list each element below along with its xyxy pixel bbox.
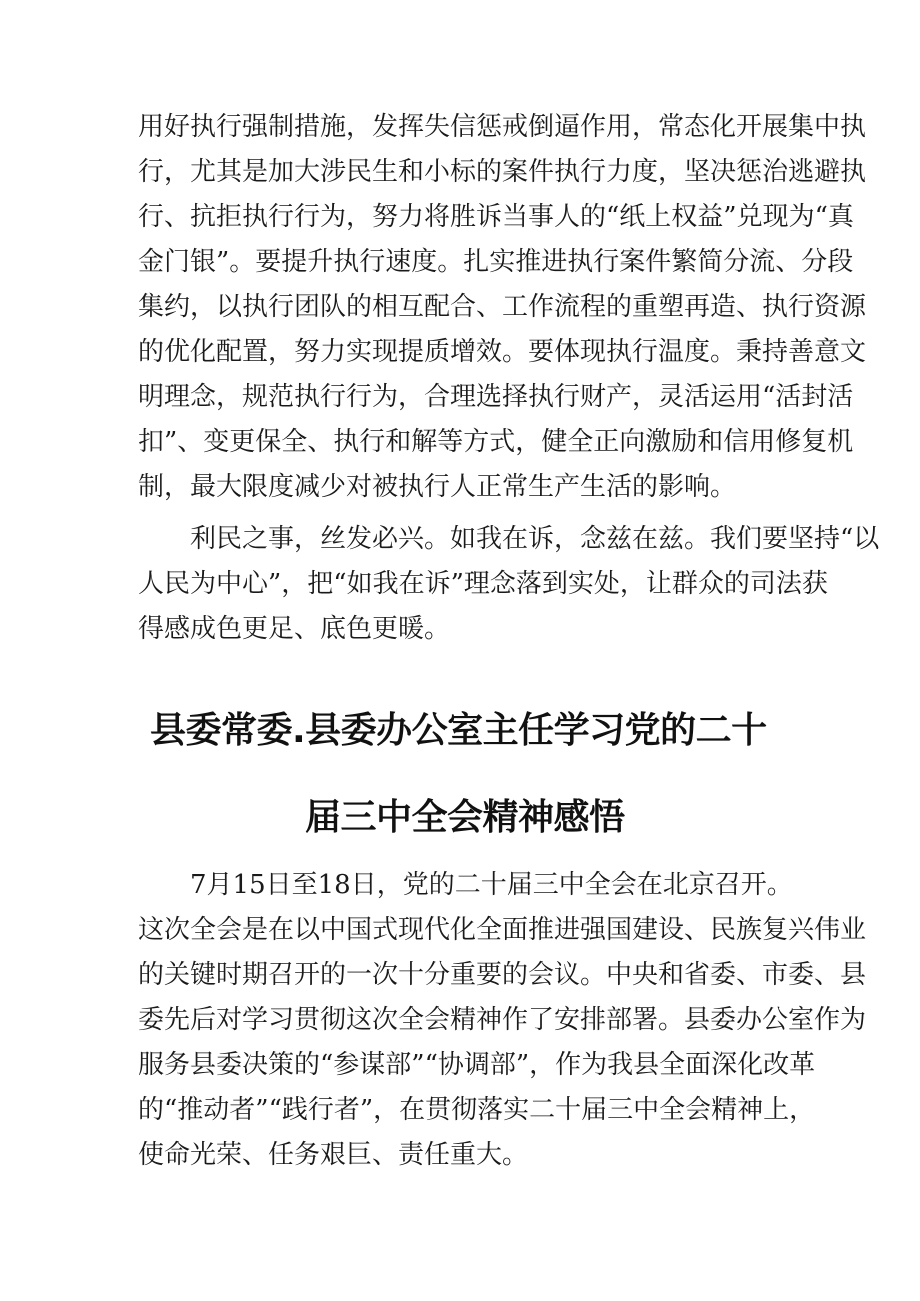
text-line: 人民为中心”，把“如我在诉”理念落到实处，让群众的司法获 <box>138 569 828 599</box>
paragraph-conclusion <box>138 517 880 652</box>
text-line: 用好执行强制措施，发挥失信惩戒倒逼作用，常态化开展集中执 <box>138 112 867 142</box>
text-line: 得感成色更足、底色更暖。 <box>138 614 451 644</box>
text-line: 的关键时期召开的一次十分重要的会议。中央和省委、市委、县 <box>138 960 867 990</box>
paragraph-plenum-intro <box>138 863 867 1178</box>
text-line: 明理念，规范执行行为，合理选择执行财产，灵活运用“活封活 <box>138 382 854 412</box>
text-line: 行、抗拒执行行为，努力将胜诉当事人的“纸上权益”兑现为“真 <box>138 202 854 232</box>
text-line: 金门银”。要提升执行速度。扎实推进执行案件繁简分流、分段 <box>138 247 854 277</box>
text-line: 的“推动者”“践行者”，在贯彻落实二十届三中全会精神上， <box>138 1095 816 1125</box>
text-line: 这次全会是在以中国式现代化全面推进强国建设、民族复兴伟业 <box>138 915 867 945</box>
text-line: 扣”、变更保全、执行和解等方式，健全正向激励和信用修复机 <box>138 427 854 457</box>
text-line: 制，最大限度减少对被执行人正常生产生活的影响。 <box>138 472 737 502</box>
text-line: 的优化配置，努力实现提质增效。要体现执行温度。秉持善意文 <box>138 337 867 367</box>
text-line: 利民之事，丝发必兴。如我在诉，念兹在兹。我们要坚持“以 <box>190 524 880 554</box>
text-line: 委先后对学习贯彻这次全会精神作了安排部署。县委办公室作为 <box>138 1005 867 1035</box>
text-line: 服务县委决策的“参谋部”“协调部”，作为我县全面深化改革 <box>138 1050 816 1080</box>
text-line: 使命光荣、任务艰巨、责任重大。 <box>138 1140 529 1170</box>
text-line: 集约，以执行团队的相互配合、工作流程的重塑再造、执行资源 <box>138 292 867 322</box>
article-title-line-1: 县委常委.县委办公室主任学习党的二十 <box>150 710 767 751</box>
text-line: 行，尤其是加大涉民生和小标的案件执行力度，坚决惩治逃避执 <box>138 157 867 187</box>
paragraph-enforcement <box>138 105 867 510</box>
article-title-line-2: 届三中全会精神感悟 <box>305 797 625 838</box>
text-line: 7月15日至18日，党的二十届三中全会在北京召开。 <box>190 870 793 900</box>
